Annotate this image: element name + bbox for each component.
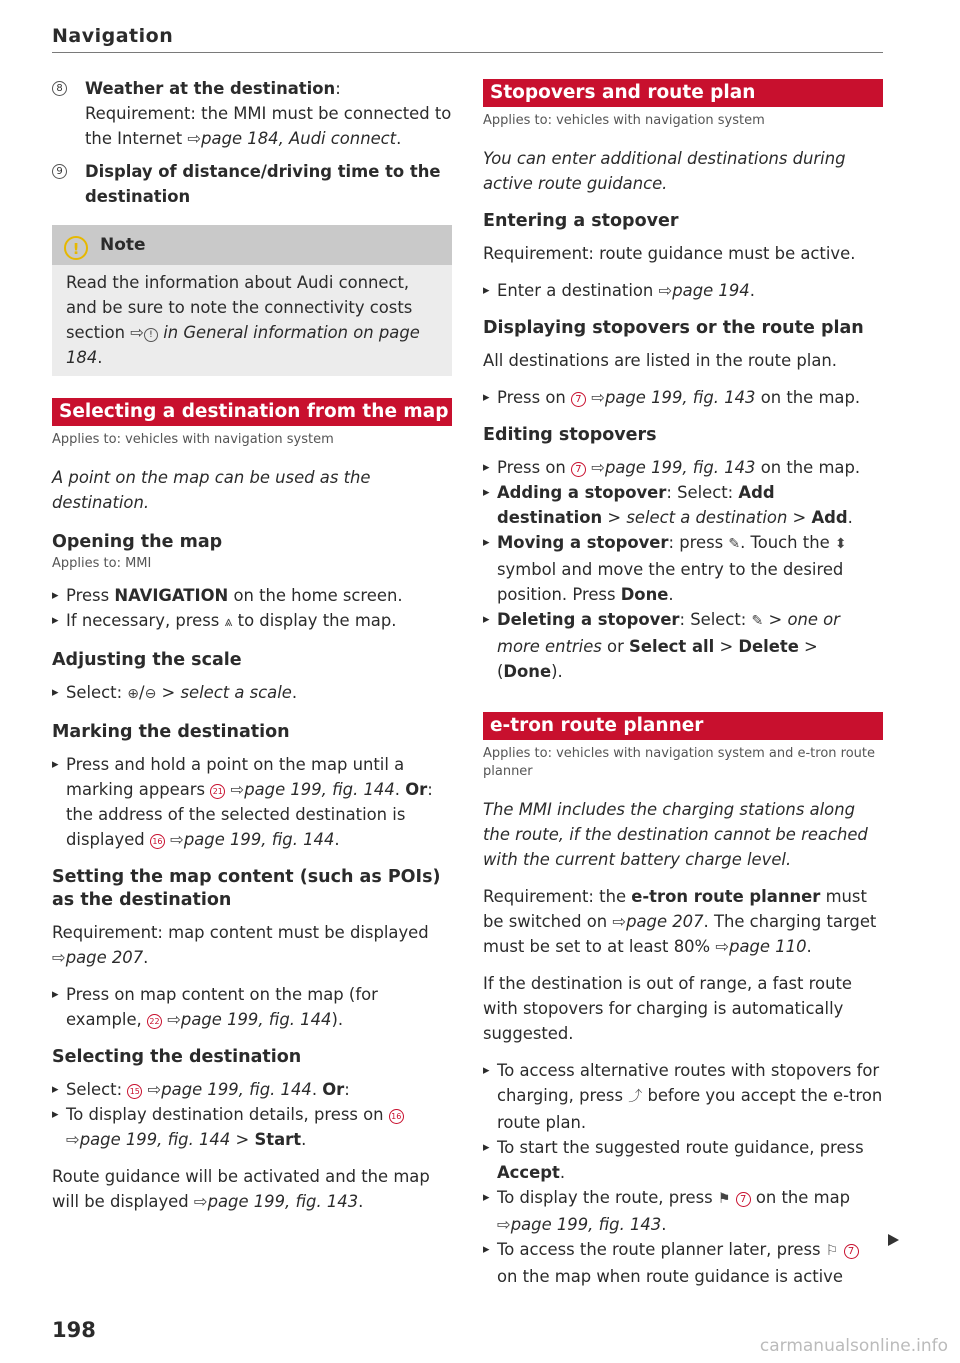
callout-number: 9 — [52, 164, 67, 179]
reference-arrow-icon: ⇨ — [230, 780, 245, 799]
step-text: To display destination details, press on — [66, 1105, 389, 1124]
instruction-step — [52, 1102, 452, 1152]
exclamation-circle-icon: ! — [64, 236, 88, 260]
applies-to-text: Applies to: vehicles with navigation system — [483, 113, 765, 128]
applies-to-text: Applies to: vehicles with navigation system — [52, 432, 334, 447]
punctuation: . — [143, 948, 149, 967]
punctuation: . — [301, 1130, 307, 1149]
setting-name: e-tron route planner — [631, 887, 821, 906]
route-flag-icon: ⚑ — [717, 1191, 731, 1207]
step-text: Press on map content on the map (for example, — [66, 985, 378, 1029]
punctuation: . — [661, 1215, 667, 1234]
note-heading: Note — [100, 235, 146, 255]
route-planner-icon: ⚐ — [825, 1243, 839, 1259]
requirement-text-part: must be switched on — [483, 887, 867, 931]
separator: / — [139, 683, 145, 702]
or-label: Or — [405, 780, 428, 799]
button-label: Select all — [629, 637, 715, 656]
requirement-text — [483, 884, 883, 959]
step-text: : Select: — [679, 610, 752, 629]
reference-arrow-icon: ⇨ — [130, 323, 144, 342]
page-reference-link[interactable]: page 207 — [626, 912, 704, 931]
reference-arrow-icon: ⇨ — [193, 1192, 208, 1211]
callout-number: 16 — [389, 1109, 404, 1124]
reference-arrow-icon: ⇨ — [147, 1080, 162, 1099]
punctuation: . — [291, 683, 298, 702]
instruction-step — [52, 982, 452, 1032]
step-text: to display the map. — [232, 611, 397, 630]
punctuation: . — [806, 937, 812, 956]
subheading-editing-stopovers: Editing stopovers — [483, 425, 657, 445]
page-reference-link[interactable]: page 199, fig. 143 — [604, 388, 756, 407]
right-column — [483, 79, 883, 1289]
instruction-step: ▸ Select: 15 ⇨page 199, fig. 144. Or: — [52, 1077, 452, 1102]
note-box — [52, 225, 452, 376]
punctuation: . — [358, 1192, 364, 1211]
separator: > — [602, 508, 627, 527]
separator: > — [714, 637, 739, 656]
requirement-text-part: Requirement: map content must be displayed — [52, 923, 429, 942]
page-reference-link[interactable]: page 199, fig. 144 — [79, 1130, 231, 1149]
button-label: Delete — [738, 637, 799, 656]
reference-arrow-icon: ⇨ — [170, 830, 184, 849]
requirement-text — [52, 920, 452, 970]
header-rule — [52, 52, 883, 53]
separator: > — [763, 610, 788, 629]
step-text: : the address of the selected destination is displayed — [66, 780, 433, 849]
requirement-text-part: Requirement: the — [483, 887, 632, 906]
reference-arrow-icon: ⇨ — [658, 281, 673, 300]
punctuation: . — [847, 508, 853, 527]
step-text: : Select: — [666, 483, 739, 502]
callout-number: 7 — [844, 1244, 859, 1259]
step-text: Select: — [66, 1080, 128, 1099]
callout-number: 8 — [52, 81, 67, 96]
instruction-step — [483, 1185, 883, 1237]
page-reference-link[interactable]: page 199, fig. 143 — [510, 1215, 662, 1234]
step-text: one or more entries — [497, 610, 840, 656]
callout-number: 22 — [147, 1014, 162, 1029]
zoom-out-icon: ⊖ — [144, 686, 157, 702]
instruction-step — [483, 455, 883, 480]
step-title: Moving a stopover — [497, 533, 669, 552]
step-text: If necessary, press — [66, 611, 225, 630]
step-text: symbol and move the entry to the desired position. Press — [497, 560, 844, 604]
legend-item-title: Weather at the destination — [85, 79, 336, 98]
instruction-step — [483, 607, 883, 684]
applies-to-text: Applies to: MMI — [52, 556, 152, 571]
requirement-text-part: . The charging target must be set to at least 80% — [483, 912, 877, 956]
applies-to-text: Applies to: vehicles with navigation system and e-tron route planner — [483, 746, 876, 779]
subheading-adjusting-scale: Adjusting the scale — [52, 650, 242, 670]
reference-arrow-icon: ⇨ — [497, 1215, 511, 1234]
reference-arrow-icon: ⇨ — [66, 1130, 80, 1149]
step-text: or — [601, 637, 630, 656]
reference-arrow-icon: ⇨ — [591, 388, 605, 407]
subheading-displaying-stopovers: Displaying stopovers or the route plan — [483, 318, 864, 338]
page-reference-link[interactable]: page 199, fig. 143 — [207, 1192, 359, 1211]
punctuation: . — [749, 281, 755, 300]
punctuation: . — [97, 348, 103, 367]
instruction-step — [52, 680, 452, 707]
step-text: Press on — [497, 388, 571, 407]
note-text: Read the information about Audi connect, and be sure to note the connectivity costs section — [66, 273, 413, 342]
step-title: Deleting a stopover — [497, 610, 680, 629]
separator: > — [787, 508, 812, 527]
callout-number: 15 — [127, 1084, 142, 1099]
punctuation: ). — [551, 662, 563, 681]
callout-number: 7 — [571, 462, 586, 477]
zoom-in-icon: ⊕ — [127, 686, 140, 702]
section-title-bar: Selecting a destination from the map — [52, 398, 452, 426]
paragraph — [52, 1164, 452, 1214]
callout-number: 21 — [210, 784, 225, 799]
alternative-route-icon: ⤴ — [628, 1089, 643, 1105]
step-text: To access the route planner later, press — [497, 1240, 826, 1259]
button-label: Add destination — [497, 483, 775, 527]
callout-number: 7 — [736, 1192, 751, 1207]
separator: > ( — [497, 637, 818, 681]
subheading-setting-map-content: Setting the map content (such as POIs) as the destination — [52, 867, 441, 910]
paragraph: All destinations are listed in the route plan. — [483, 351, 837, 370]
button-label: Start — [254, 1130, 302, 1149]
page-reference-link[interactable]: page 207 — [65, 948, 144, 967]
page-reference-link[interactable]: page 199, fig. 143 — [604, 458, 756, 477]
or-label: Or — [322, 1080, 345, 1099]
instruction-step — [483, 1135, 883, 1185]
punctuation: . — [396, 129, 402, 148]
instruction-step — [52, 608, 452, 635]
step-text: Press and hold a point on the map until a marking appears — [66, 755, 405, 799]
continue-arrow-icon — [888, 1234, 899, 1246]
step-text: To start the suggested route guidance, press — [497, 1138, 864, 1157]
page-reference-link[interactable]: page 184, Audi connect — [201, 129, 397, 148]
instruction-step — [483, 278, 883, 303]
instruction-step — [483, 1058, 883, 1135]
subheading-selecting-destination: Selecting the destination — [52, 1047, 302, 1067]
instruction-step — [52, 583, 452, 608]
step-text: before you accept the e-tron route plan. — [497, 1086, 883, 1132]
punctuation: . — [559, 1163, 566, 1182]
button-label: Add — [811, 508, 848, 527]
page-reference-link[interactable]: page 199, fig. 144 — [161, 1080, 312, 1099]
button-label: Accept — [497, 1163, 560, 1182]
instruction-step — [483, 385, 883, 410]
step-text: on the home screen. — [228, 586, 403, 605]
step-text: on the map when route guidance is active — [497, 1267, 843, 1286]
reference-arrow-icon: ⇨ — [167, 1010, 181, 1029]
separator: > — [230, 1130, 255, 1149]
note-header — [52, 225, 452, 265]
step-text: on the map. — [755, 458, 861, 477]
step-text: select a destination — [626, 508, 788, 527]
step-text: select a scale — [180, 683, 292, 702]
button-label: Done — [620, 585, 669, 604]
callout-number: 7 — [571, 392, 586, 407]
step-text: Enter a destination — [497, 281, 659, 300]
section-intro: The MMI includes the charging stations along the route, if the destination cannot be reached with the current battery charge level. — [483, 800, 868, 869]
punctuation: : — [344, 1080, 350, 1099]
button-label: NAVIGATION — [114, 586, 229, 605]
instruction-step — [483, 530, 883, 607]
step-text: Press on — [497, 458, 571, 477]
warning-circle-icon: ! — [144, 328, 158, 342]
step-text: Press — [66, 586, 115, 605]
requirement-text: Requirement: route guidance must be active. — [483, 244, 856, 263]
button-label: Done — [503, 662, 552, 681]
edit-pencil-icon: ✎ — [751, 613, 764, 629]
reference-arrow-icon: ⇨ — [187, 129, 202, 148]
step-text: : press — [668, 533, 729, 552]
reference-arrow-icon: ⇨ — [612, 912, 627, 931]
page-reference-link[interactable]: in General information on page 184 — [66, 323, 420, 367]
instruction-step — [483, 1237, 883, 1289]
page-reference-link[interactable]: page 110 — [729, 937, 807, 956]
left-column — [52, 76, 452, 1214]
page-reference-link[interactable]: page 199, fig. 144 — [244, 780, 395, 799]
callout-number: 16 — [150, 834, 165, 849]
section-intro: You can enter additional destinations during active route guidance. — [483, 149, 846, 193]
up-down-arrows-icon: ⬍ — [834, 536, 847, 552]
step-text: on the map — [750, 1188, 851, 1207]
punctuation: ). — [331, 1010, 344, 1029]
legend-item-8 — [52, 76, 452, 151]
section-title-bar: e-tron route planner — [483, 712, 883, 740]
legend-item-title: Display of distance/driving time to the destination — [85, 162, 441, 206]
legend-item-text: : Requirement: the MMI must be connected to the Internet — [85, 79, 452, 148]
section-title-bar: Stopovers and route plan — [483, 79, 883, 107]
reference-arrow-icon: ⇨ — [715, 937, 730, 956]
subheading-marking-destination: Marking the destination — [52, 722, 290, 742]
step-text: To access alternative routes with stopovers for charging, press — [497, 1061, 880, 1105]
reference-arrow-icon: ⇨ — [52, 948, 66, 967]
edit-pencil-icon: ✎ — [728, 536, 741, 552]
instruction-step — [483, 480, 883, 530]
page-reference-link[interactable]: page 199, fig. 144 — [180, 1010, 332, 1029]
step-text: on the map. — [755, 388, 861, 407]
page-number: 198 — [52, 1318, 96, 1342]
reference-arrow-icon: ⇨ — [591, 458, 605, 477]
navigation-arrow-icon: ⩓ — [224, 614, 233, 630]
punctuation: . — [668, 585, 674, 604]
page-header-title: Navigation — [52, 25, 174, 47]
punctuation: . — [334, 830, 340, 849]
watermark: carmanualsonline.info — [759, 1336, 948, 1356]
subheading-opening-map: Opening the map — [52, 532, 223, 552]
subheading-entering-stopover: Entering a stopover — [483, 211, 679, 231]
instruction-step: ▸ Press and hold a point on the map until a marking appears 21 ⇨page 199, fig. 144. Or: the address of the selected destination is displayed 16 ⇨page 199, fig. 144. — [52, 752, 452, 852]
step-text: Select: — [66, 683, 128, 702]
page-reference-link[interactable]: page 194 — [672, 281, 750, 300]
paragraph: If the destination is out of range, a fast route with stopovers for charging is automatically suggested. — [483, 974, 852, 1043]
step-text: To display the route, press — [497, 1188, 718, 1207]
note-body — [52, 265, 452, 376]
paragraph-text: Route guidance will be activated and the map will be displayed — [52, 1167, 430, 1211]
step-text: . Touch the — [740, 533, 835, 552]
separator: > — [156, 683, 181, 702]
page-reference-link[interactable]: page 199, fig. 144 — [183, 830, 335, 849]
step-title: Adding a stopover — [497, 483, 667, 502]
legend-item-9 — [52, 159, 452, 209]
section-intro: A point on the map can be used as the destination. — [52, 468, 371, 512]
